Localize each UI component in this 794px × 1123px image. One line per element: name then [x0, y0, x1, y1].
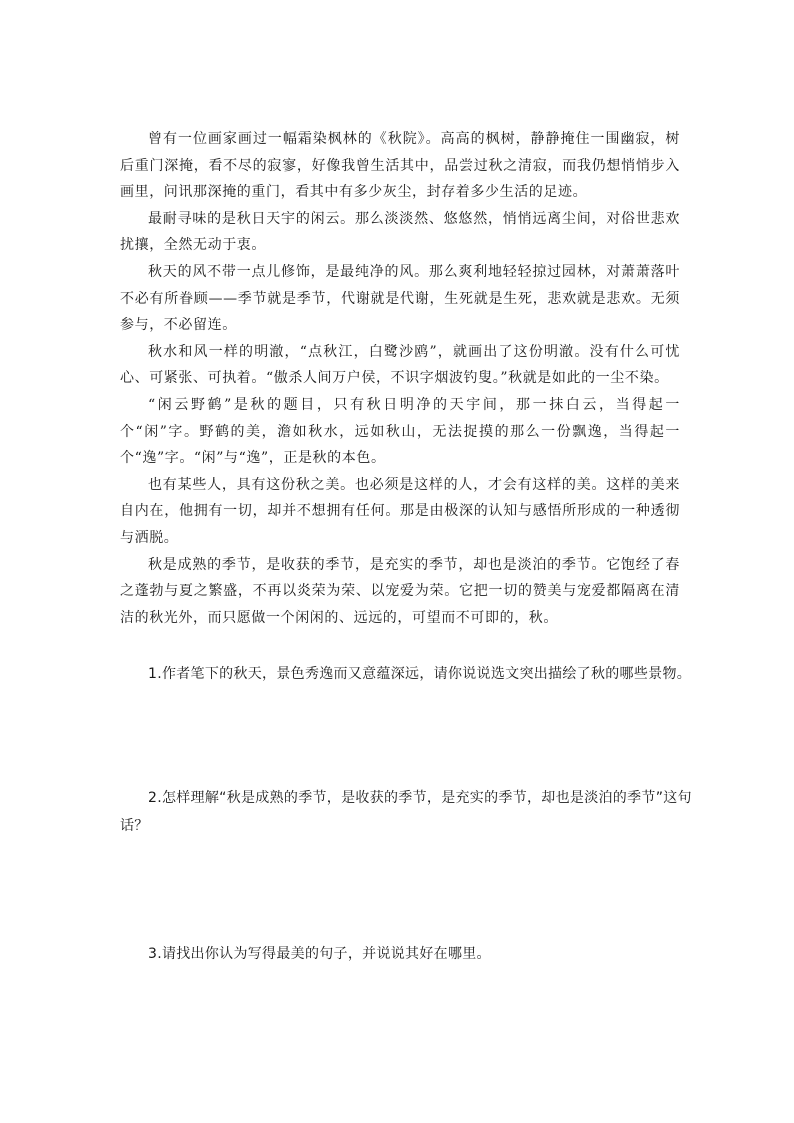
- question-3: 3.请找出你认为写得最美的句子，并说说其好在哪里。: [148, 946, 491, 962]
- passage-paragraph: 秋天的风不带一点儿修饰，是最纯净的风。那么爽利地轻轻掠过园林，对萧萧落叶不必有所眷顾——季节就是季节，代谢就是代谢，生死就是生死，悲欢就是悲欢。无须参与，不必留连。: [120, 263, 680, 334]
- passage-paragraph: “闲云野鹤”是秋的题目，只有秋日明净的天宇间，那一抹白云，当得起一个“闲”字。野鹤的美，澹如秋水，远如秋山，无法捉摸的那么一份飘逸，当得起一个“逸”字。“闲”与“逸”，正是秋的本色。: [120, 396, 680, 467]
- passage-paragraph: 秋水和风一样的明澈，“点秋江，白鹭沙鸥”，就画出了这份明澈。没有什么可忧心、可紧张、可执着。“傲杀人间万户侯，不识字烟波钓叟。”秋就是如此的一尘不染。: [120, 343, 680, 387]
- question-2: 2.怎样理解“秋是成熟的季节，是收获的季节，是充实的季节，却也是淡泊的季节”这句话？: [120, 790, 692, 834]
- passage-paragraph: 也有某些人，具有这份秋之美。也必须是这样的人，才会有这样的美。这样的美来自内在，他拥有一切，却并不想拥有任何。那是由极深的认知与感悟所形成的一种透彻与洒脱。: [120, 476, 680, 546]
- question-1: 1.作者笔下的秋天，景色秀逸而又意蕴深远，请你说说选文突出描绘了秋的哪些景物。: [148, 666, 692, 682]
- passage-paragraph: 最耐寻味的是秋日天宇的闲云。那么淡淡然、悠悠然，悄悄远离尘间，对俗世悲欢扰攘，全然无动于衷。: [120, 210, 680, 254]
- passage-paragraph: 曾有一位画家画过一幅霜染枫林的《秋院》。高高的枫树，静静掩住一围幽寂，树后重门深掩，看不尽的寂寥，好像我曾生活其中，品尝过秋之清寂，而我仍想悄悄步入画里，问讯那深掩的重门，看其中有多少灰尘，封存着多少生活的足迹。: [120, 131, 680, 201]
- reading-passage: [120, 126, 680, 631]
- passage-paragraph: 秋是成熟的季节，是收获的季节，是充实的季节，却也是淡泊的季节。它饱经了春之蓬勃与夏之繁盛，不再以炎荣为荣、以宠爱为荣。它把一切的赞美与宠爱都隔离在清洁的秋光外，而只愿做一个闲闲的、远远的，可望而不可即的，秋。: [120, 556, 680, 626]
